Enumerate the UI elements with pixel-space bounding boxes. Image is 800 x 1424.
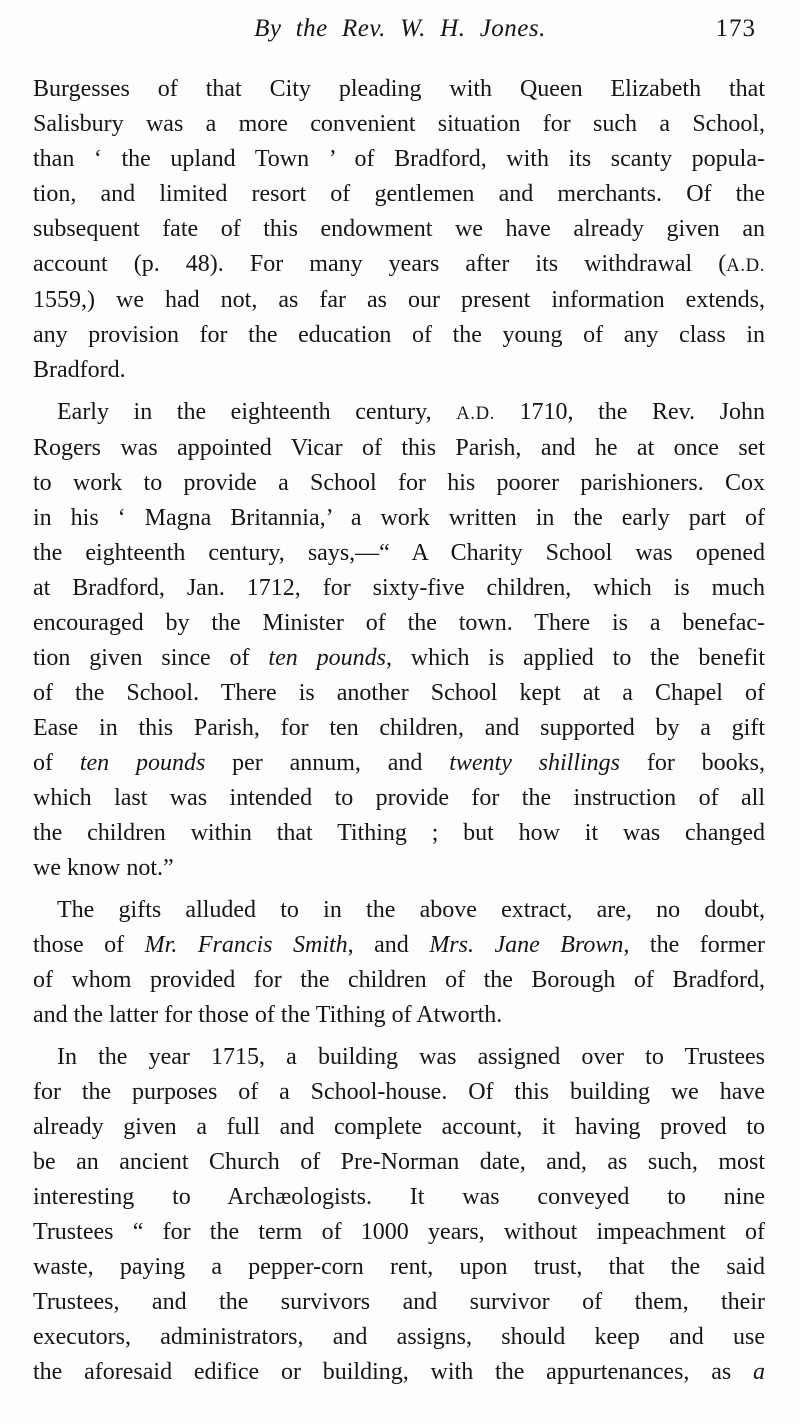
text-segment: Ease in this Parish, for ten children, and supported by a gift bbox=[33, 715, 765, 741]
text-segment: encouraged by the Minister of the town. There is a benefac- bbox=[33, 610, 765, 636]
text-line bbox=[33, 571, 765, 606]
text-segment: we know not.” bbox=[33, 855, 174, 881]
page-header bbox=[0, 0, 800, 57]
text-segment: ten pounds bbox=[268, 645, 386, 671]
text-line bbox=[33, 466, 765, 501]
text-line bbox=[33, 1285, 765, 1320]
text-line bbox=[33, 1320, 765, 1355]
text-line bbox=[33, 893, 765, 928]
text-line bbox=[33, 851, 765, 886]
text-line bbox=[33, 606, 765, 641]
text-line bbox=[33, 107, 765, 142]
text-line bbox=[33, 501, 765, 536]
text-line bbox=[33, 72, 765, 107]
text-segment: the children within that Tithing ; but how it was changed bbox=[33, 820, 765, 846]
text-segment: of the School. There is another School kept at a Chapel of bbox=[33, 680, 765, 706]
text-line bbox=[33, 928, 765, 963]
text-segment: Burgesses of that City pleading with Queen Elizabeth that bbox=[33, 76, 765, 102]
text-segment: the eighteenth century, says,—“ A Charity School was opened bbox=[33, 540, 765, 566]
text-segment: those of bbox=[33, 932, 145, 958]
text-segment: tion given since of bbox=[33, 645, 269, 671]
paragraph bbox=[33, 72, 765, 388]
text-segment: per annum, and bbox=[205, 750, 450, 776]
text-line bbox=[33, 1075, 765, 1110]
text-line bbox=[33, 1355, 765, 1390]
text-segment: interesting to Archæologists. It was conveyed to nine bbox=[33, 1184, 765, 1210]
text-line bbox=[33, 781, 765, 816]
text-segment: and the latter for those of the Tithing of Atworth. bbox=[33, 1002, 503, 1028]
text-line bbox=[33, 353, 765, 388]
text-line bbox=[33, 212, 765, 247]
paragraph bbox=[33, 1040, 765, 1390]
text-segment: executors, administrators, and assigns, should keep and use bbox=[33, 1324, 765, 1350]
text-line bbox=[33, 395, 765, 431]
text-segment: the aforesaid edifice or building, with the appurtenances, as bbox=[33, 1359, 753, 1385]
text-segment: Trustees “ for the term of 1000 years, without impeachment of bbox=[33, 1219, 765, 1245]
text-segment: Salisbury was a more convenient situation for such a School, bbox=[33, 111, 765, 137]
text-segment: at Bradford, Jan. 1712, for sixty-five children, which is much bbox=[33, 575, 765, 601]
text-line bbox=[33, 1040, 765, 1075]
text-line bbox=[33, 746, 765, 781]
text-segment: subsequent fate of this endowment we have already given an bbox=[33, 216, 765, 242]
text-segment: , the former bbox=[623, 932, 766, 958]
running-title: By the Rev. W. H. Jones. bbox=[254, 15, 546, 42]
text-line bbox=[33, 142, 765, 177]
text-segment: Early in the eighteenth century, bbox=[57, 399, 457, 425]
text-line bbox=[33, 247, 765, 283]
text-segment: be an ancient Church of Pre-Norman date, and, as such, most bbox=[33, 1149, 765, 1175]
text-line bbox=[33, 998, 765, 1033]
text-line bbox=[33, 536, 765, 571]
text-segment: for the purposes of a School-house. Of this building we have bbox=[33, 1079, 765, 1105]
text-segment: in his ‘ Magna Britannia,’ a work written in the early part of bbox=[33, 505, 765, 531]
text-segment: account (p. 48). For many years after its withdrawal ( bbox=[33, 251, 727, 277]
page-body bbox=[0, 57, 800, 1390]
text-line bbox=[33, 676, 765, 711]
text-line bbox=[33, 1215, 765, 1250]
text-segment: tion, and limited resort of gentlemen and merchants. Of the bbox=[33, 181, 765, 207]
text-segment: Rogers was appointed Vicar of this Parish, and he at once set bbox=[33, 435, 765, 461]
text-segment: 1710, the Rev. John bbox=[494, 399, 765, 425]
text-segment: twenty shillings bbox=[449, 750, 621, 776]
text-segment: Trustees, and the survivors and survivor of them, their bbox=[33, 1289, 765, 1315]
text-segment: , and bbox=[347, 932, 430, 958]
text-segment: of whom provided for the children of the Borough of Bradford, bbox=[33, 967, 765, 993]
text-line bbox=[33, 1250, 765, 1285]
text-line bbox=[33, 641, 765, 676]
text-line bbox=[33, 711, 765, 746]
text-segment: , which is applied to the benefit bbox=[385, 645, 766, 671]
text-segment: than ‘ the upland Town ’ of Bradford, with its scanty popula- bbox=[33, 146, 765, 172]
text-segment: Mrs. Jane Brown bbox=[429, 932, 624, 958]
page-number: 173 bbox=[715, 15, 756, 42]
text-segment: a bbox=[753, 1359, 765, 1385]
text-line bbox=[33, 177, 765, 212]
text-segment: In the year 1715, a building was assigned over to Trustees bbox=[57, 1044, 765, 1070]
text-segment: already given a full and complete account, it having proved to bbox=[33, 1114, 765, 1140]
text-segment: 1559,) we had not, as far as our present information extends, bbox=[33, 287, 765, 313]
text-segment: Mr. Francis Smith bbox=[144, 932, 348, 958]
text-line bbox=[33, 431, 765, 466]
text-line bbox=[33, 283, 765, 318]
text-segment: of bbox=[33, 750, 80, 776]
text-line bbox=[33, 1145, 765, 1180]
text-segment: Bradford. bbox=[33, 357, 126, 383]
paragraph bbox=[33, 395, 765, 886]
text-line bbox=[33, 963, 765, 998]
text-line bbox=[33, 1110, 765, 1145]
text-segment: ten pounds bbox=[79, 750, 206, 776]
paragraph bbox=[33, 893, 765, 1033]
text-segment: which last was intended to provide for the instruction of all bbox=[33, 785, 765, 811]
text-line bbox=[33, 318, 765, 353]
text-line bbox=[33, 1180, 765, 1215]
text-segment: A.D. bbox=[456, 403, 495, 424]
text-segment: A.D. bbox=[726, 255, 765, 276]
text-segment: for books, bbox=[620, 750, 765, 776]
text-segment: The gifts alluded to in the above extract, are, no doubt, bbox=[57, 897, 765, 923]
text-segment: to work to provide a School for his poorer parishioners. Cox bbox=[33, 470, 765, 496]
text-segment: waste, paying a pepper-corn rent, upon trust, that the said bbox=[33, 1254, 765, 1280]
text-line bbox=[33, 816, 765, 851]
text-segment: any provision for the education of the young of any class in bbox=[33, 322, 765, 348]
